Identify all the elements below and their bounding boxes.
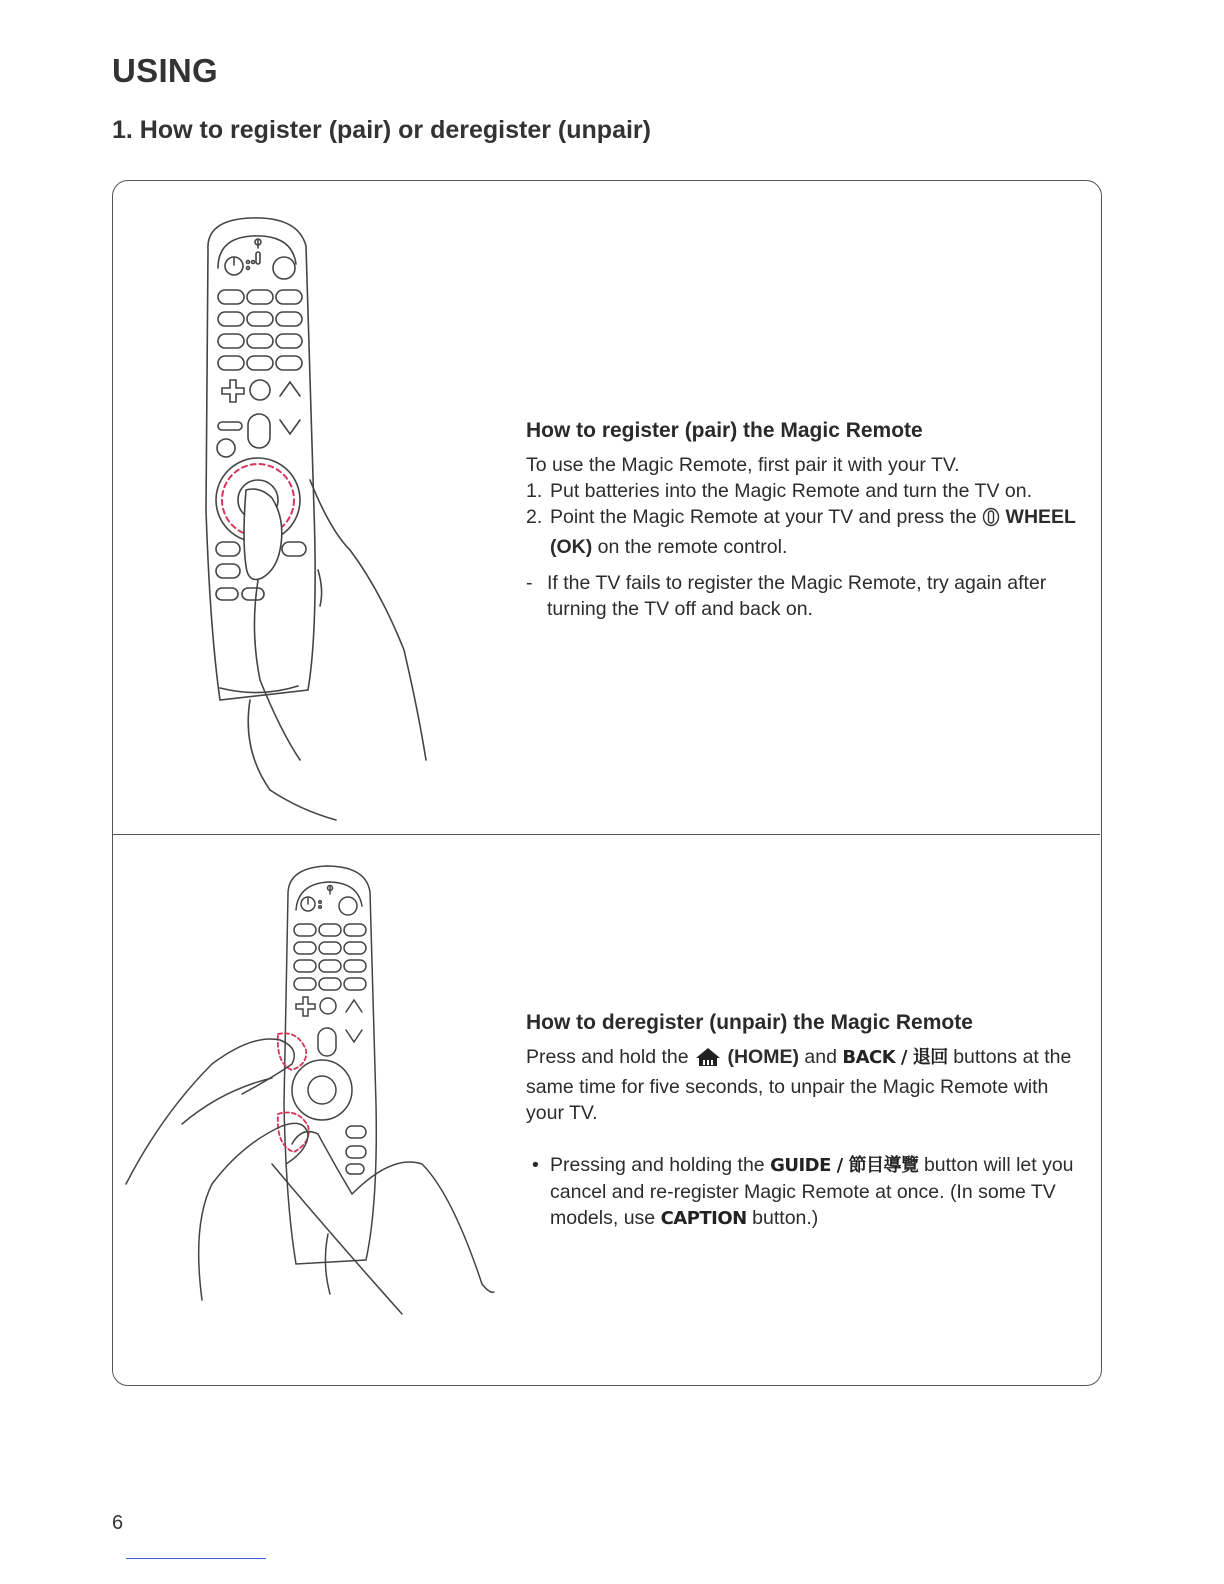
magic-remote-two-hands-illustration — [122, 864, 497, 1324]
instruction-post: buttons at the same time for five seconds, to unpair the Magic Remote with your TV. — [526, 1046, 1072, 1124]
step-text — [550, 504, 1086, 560]
note-dash: - — [526, 572, 533, 594]
step2-pre: Point the Magic Remote at your TV and press the — [550, 506, 977, 528]
page-number: 6 — [112, 1512, 124, 1534]
wheel-icon — [982, 507, 1000, 534]
magic-remote-hand-illustration — [190, 210, 440, 825]
tip-text — [550, 1152, 1086, 1232]
register-steps — [526, 478, 1086, 560]
step-number: 1. — [526, 480, 543, 502]
register-heading: How to register (pair) the Magic Remote — [526, 419, 923, 442]
step-text: Put batteries into the Magic Remote and turn the TV on. — [550, 480, 1032, 502]
step2-post: on the remote control. — [597, 536, 788, 558]
deregister-tip — [526, 1152, 1086, 1232]
footer-link-underline — [126, 1558, 266, 1559]
subsection-title: 1. How to register (pair) or deregister (unpair) — [112, 116, 651, 144]
panel-divider — [112, 834, 1100, 835]
step-number: 2. — [526, 506, 543, 528]
tip-pre: Pressing and holding the — [550, 1154, 765, 1176]
wheel-key-label: WHEEL (OK) — [550, 506, 1076, 558]
register-section — [526, 418, 1086, 622]
back-key-label: BACK / 退回 — [842, 1047, 948, 1068]
caption-key-label: CAPTION — [660, 1208, 747, 1229]
home-icon — [694, 1047, 722, 1074]
deregister-heading: How to deregister (unpair) the Magic Remote — [526, 1011, 973, 1034]
deregister-instruction — [526, 1044, 1086, 1126]
instruction-and: and — [804, 1046, 837, 1068]
home-key-label: (HOME) — [727, 1046, 799, 1068]
deregister-section — [526, 1010, 1086, 1232]
section-title: USING — [112, 52, 219, 89]
guide-key-label: GUIDE / 節目導覽 — [770, 1155, 919, 1176]
register-step-2 — [526, 504, 1086, 560]
instruction-pre: Press and hold the — [526, 1046, 689, 1068]
register-note — [526, 570, 1086, 622]
register-step-1 — [526, 478, 1086, 504]
register-intro: To use the Magic Remote, first pair it with your TV. — [526, 454, 960, 476]
note-text: If the TV fails to register the Magic Remote, try again after turning the TV off and back on. — [547, 572, 1047, 620]
bullet-mark: • — [532, 1154, 539, 1176]
tip-mid: button will let you cancel and re-register Magic Remote at once. (In some TV models, use — [550, 1154, 1074, 1229]
tip-post: button.) — [752, 1207, 819, 1229]
